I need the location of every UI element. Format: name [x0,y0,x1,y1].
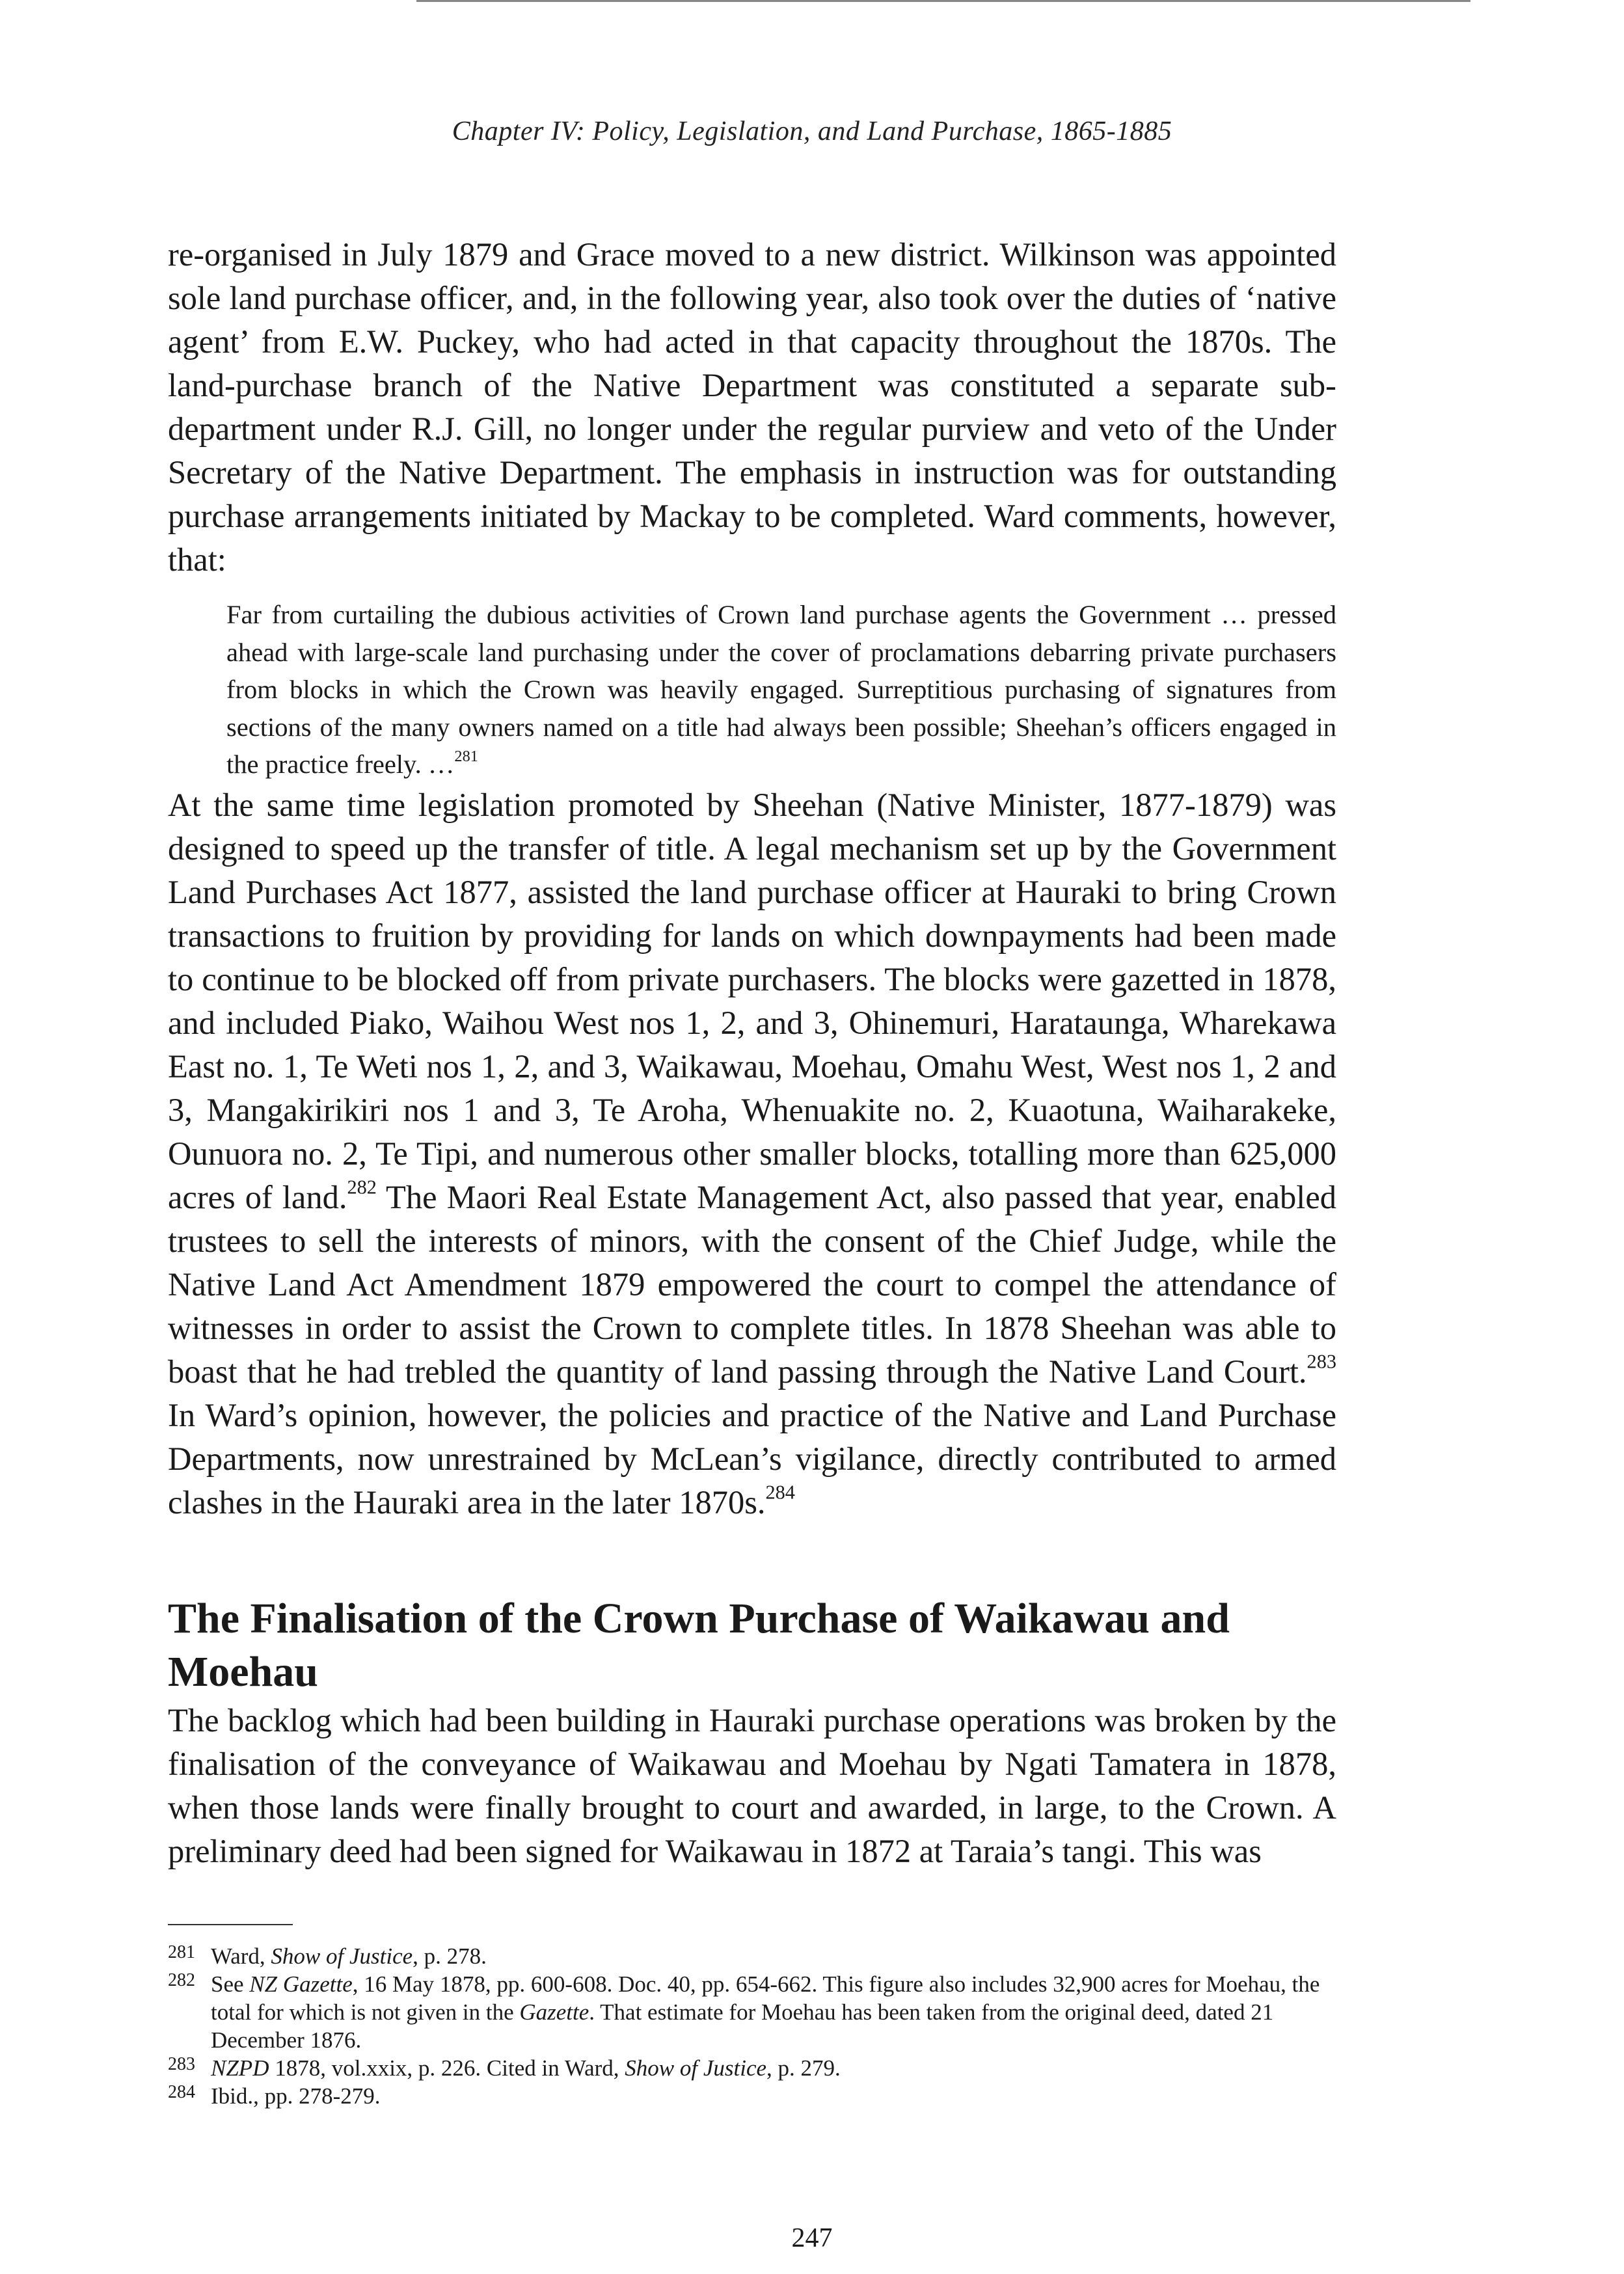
footnote-title: NZ Gazette [249,1971,353,1997]
footnote-text [211,2082,1336,2110]
footnote-ref-282: 282 [347,1175,377,1198]
paragraph-2-part-1: At the same time legislation promoted by Sheehan (Native Minister, 1877-1879) was designed to speed up the transfer of title. A legal mechanism set up by the Government Land Purchases Act 1877, assisted the land purchase officer at Hauraki to bring Crown transactions to fruition by providing for lands on which downpayments had been made to continue to be blocked off from private purchasers. The blocks were gazetted in 1878, and included Piako, Waihou West nos 1, 2, and 3, Ohinemuri, Harataunga, Wharekawa East no. 1, Te Weti nos 1, 2, and 3, Waikawau, Moehau, Omahu West, West nos 1, 2 and 3, Mangakirikiri nos 1 and 3, Te Aroha, Whenuakite no. 2, Kuaotuna, Waiharakeke, Ounuora no. 2, Te Tipi, and numerous other smaller blocks, totalling more than 625,000 acres of land. [168,786,1336,1215]
footnote-ref-281: 281 [454,747,478,765]
footnote-text-part: , p. 279. [766,2055,841,2081]
main-text [168,233,1336,1873]
footnote-text [211,1942,1336,1970]
top-rule [416,0,1470,2]
running-head: Chapter IV: Policy, Legislation, and Land Purchase, 1865-1885 [452,116,1172,146]
footnote-text [211,2054,1336,2082]
footnote-text-part: 1878, vol.xxix, p. 226. Cited in Ward, [269,2055,625,2081]
footnote-text-part: , 16 May 1878, pp. 600-608. Doc. 40, pp. 654-662. This figure also includes 32,900 acres for Moehau, the total for which is not given in the [211,1971,1320,2025]
footnote-text-part: , p. 278. [413,1943,487,1969]
footnote-number: 282 [168,1970,195,1990]
section-heading: The Finalisation of the Crown Purchase of Waikawau and Moehau [168,1594,1230,1696]
block-quote [226,596,1336,783]
footnote-number: 283 [168,2054,195,2074]
footnote [168,1942,1336,1970]
footnote [168,1970,1336,2054]
paragraph-2-part-3: In Ward’s opinion, however, the policies and practice of the Native and Land Purchase Departments, now unrestrained by McLean’s vigilance, directly contributed to armed clashes in the Hauraki area in the later 1870s. [168,1396,1336,1521]
footnote-ref-283: 283 [1306,1349,1336,1372]
footnote-title: Show of Justice [271,1943,413,1969]
footnote-number: 281 [168,1942,195,1962]
paragraph-1: re-organised in July 1879 and Grace moved to a new district. Wilkinson was appointed sole land purchase officer, and, in the following year, also took over the duties of ‘native agent’ from E.W. Puckey, who had acted in that capacity throughout the 1870s. The land-purchase branch of the Native Department was constituted a separate sub-department under R.J. Gill, no longer under the regular purview and veto of the Under Secretary of the Native Department. The emphasis in instruction was for outstanding purchase arrangements initiated by Mackay to be completed. Ward comments, however, that: [168,236,1336,578]
footnote-number: 284 [168,2082,195,2102]
footnote [168,2054,1336,2082]
footnote-title: Gazette [519,1999,589,2025]
footnote-text-part: . That estimate for Moehau has been taken from the original deed, dated 21 December 1876. [211,1999,1274,2053]
paragraph-3: The backlog which had been building in Hauraki purchase operations was broken by the finalisation of the conveyance of Waikawau and Moehau by Ngati Tamatera in 1878, when those lands were finally brought to court and awarded, in large, to the Crown. A preliminary deed had been signed for Waikawau in 1872 at Taraia’s tangi. This was [168,1701,1336,1869]
footnote [168,2082,1336,2110]
footnote-title: NZPD [211,2055,269,2081]
footnote-title: Show of Justice [625,2055,767,2081]
footnote-text-part: Ibid., pp. 278-279. [211,2083,381,2109]
footnote-rule [168,1924,293,1925]
footnote-text [211,1970,1336,2054]
block-quote-text: Far from curtailing the dubious activities of Crown land purchase agents the Government … pressed ahead with large-scale land purchasing under the cover of proclamations debarring private purchasers from blocks in which the Crown was heavily engaged. Surreptitious purchasing of signatures from sections of the many owners named on a title had always been possible; Sheehan’s officers engaged in the practice freely. … [226,600,1336,779]
footnote-text-part: See [211,1971,250,1997]
footnote-ref-284: 284 [765,1480,795,1503]
page-number: 247 [791,2223,833,2253]
paragraph-2-part-2: The Maori Real Estate Management Act, also passed that year, enabled trustees to sell the interests of minors, with the consent of the Chief Judge, while the Native Land Act Amendment 1879 empowered the court to compel the attendance of witnesses in order to assist the Crown to complete titles. In 1878 Sheehan was able to boast that he had trebled the quantity of land passing through the Native Land Court. [168,1178,1336,1390]
footnotes [168,1942,1336,2110]
paragraph-2 [168,783,1336,1524]
footnote-text-part: Ward, [211,1943,271,1969]
